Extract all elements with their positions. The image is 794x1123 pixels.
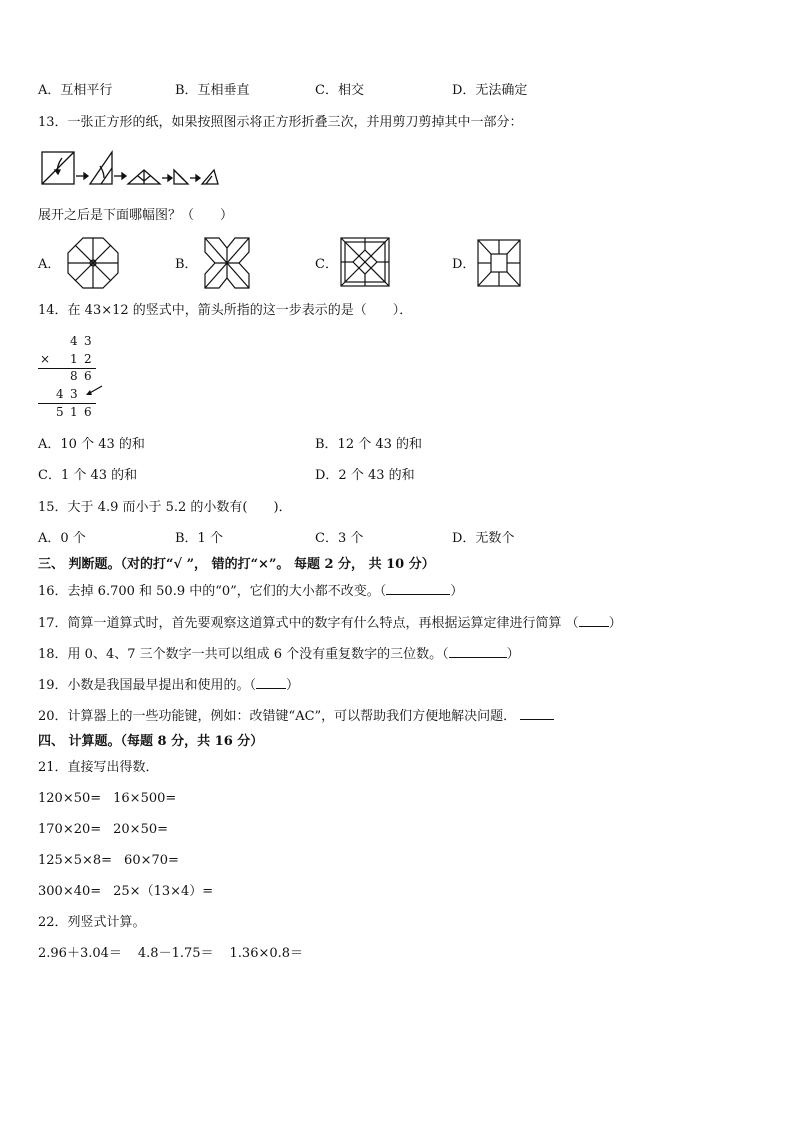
q19-close: ） [286, 678, 300, 693]
q17-text: 17．简算一道算式时，首先要观察这道算式中的数字有什么特点，再根据运算定律进行简算 （ [38, 616, 579, 631]
q21-row-1 [38, 790, 176, 808]
q13-option-c-figure [339, 236, 391, 288]
q16-close: ） [450, 584, 464, 599]
q13-label-a: A． [38, 257, 61, 272]
digit: 4 [70, 334, 78, 348]
answer-blank[interactable] [579, 614, 609, 627]
digit: 5 [56, 405, 64, 419]
q14-option-c: C．1 个 43 的和 [38, 468, 138, 483]
q19 [38, 676, 299, 695]
q12-option-c: C．相交 [315, 83, 364, 98]
folding-steps-figure [38, 148, 223, 190]
q21-item: 125×5×8= [38, 853, 113, 868]
q21-row-3 [38, 852, 179, 870]
digit: 3 [70, 387, 78, 401]
q20-text: 20．计算器上的一些功能键，例如：改错键“AC”，可以帮助我们方便地解决问题． [38, 709, 517, 724]
digit: 8 [70, 369, 78, 383]
q13-option-a-figure [66, 236, 120, 290]
q22-item: 1.36×0.8＝ [229, 946, 304, 961]
q13-option-d-figure [476, 238, 522, 288]
q22-item: 2.96＋3.04＝ [38, 946, 122, 961]
q18-close: ） [506, 647, 520, 662]
q18 [38, 645, 520, 664]
q15-stem: 15．大于 4.9 而小于 5.2 的小数有( )． [38, 500, 292, 515]
q15-option-d: D．无数个 [452, 531, 515, 546]
digit: 1 [70, 405, 78, 419]
q21-item: 25×（13×4）= [113, 884, 214, 899]
digit: 6 [84, 369, 92, 383]
times-sign: × [40, 352, 51, 366]
q21-item: 60×70= [124, 853, 179, 868]
digit: 4 [56, 387, 64, 401]
pointer-arrow-icon [84, 384, 104, 398]
section-3-heading: 三、 判断题。（对的打“√ ”， 错的打“×”。 每题 2 分， 共 10 分） [38, 557, 435, 572]
q21-row-4 [38, 883, 213, 901]
q14-stem: 14．在 43×12 的竖式中，箭头所指的这一步表示的是（ ）． [38, 303, 413, 318]
answer-blank[interactable] [256, 676, 286, 689]
q13-option-b-figure [203, 236, 251, 290]
q22-items [38, 945, 303, 963]
q13-label-c: C． [315, 257, 338, 272]
q15-option-b: B．1 个 [175, 531, 223, 546]
q13-label-d: D． [452, 257, 476, 272]
q13-question: 展开之后是下面哪幅图？（ ） [38, 208, 234, 223]
digit: 2 [84, 352, 92, 366]
q21-item: 120×50= [38, 791, 102, 806]
q12-option-a: A．互相平行 [38, 83, 113, 98]
answer-blank[interactable] [449, 645, 507, 658]
q19-text: 19．小数是我国最早提出和使用的。（ [38, 678, 257, 693]
q21-item: 300×40= [38, 884, 102, 899]
answer-blank[interactable] [386, 582, 450, 595]
q13-stem: 13．一张正方形的纸，如果按照图示将正方形折叠三次，并用剪刀剪掉其中一部分： [38, 115, 523, 130]
q21-item: 170×20= [38, 822, 102, 837]
divider [38, 403, 96, 404]
q21-stem: 21．直接写出得数． [38, 760, 159, 775]
digit: 3 [84, 334, 92, 348]
q21-row-2 [38, 821, 168, 839]
digit: 6 [84, 405, 92, 419]
q16 [38, 582, 463, 601]
q18-text: 18．用 0、4、7 三个数字一共可以组成 6 个没有重复数字的三位数。（ [38, 647, 449, 662]
q14-option-a: A．10 个 43 的和 [38, 437, 145, 452]
q12-option-b: B．互相垂直 [175, 83, 250, 98]
q21-item: 20×50= [113, 822, 169, 837]
q15-option-c: C．3 个 [315, 531, 364, 546]
q12-option-d: D．无法确定 [452, 83, 528, 98]
q17 [38, 614, 622, 633]
q17-close: ） [608, 616, 622, 631]
q22-item: 4.8－1.75＝ [137, 946, 214, 961]
q22-stem: 22．列竖式计算。 [38, 915, 146, 930]
q14-option-d: D．2 个 43 的和 [315, 468, 415, 483]
q13-label-b: B． [175, 257, 198, 272]
digit: 1 [70, 352, 78, 366]
q14-option-b: B．12 个 43 的和 [315, 437, 423, 452]
q15-option-a: A．0 个 [38, 531, 86, 546]
answer-blank[interactable] [520, 707, 554, 720]
q14-vertical-multiplication [38, 334, 108, 420]
q21-item: 16×500= [113, 791, 177, 806]
q20 [38, 707, 554, 726]
section-4-heading: 四、 计算题。（每题 8 分，共 16 分） [38, 734, 264, 749]
q16-text: 16．去掉 6.700 和 50.9 中的“0”，它们的大小都不改变。（ [38, 584, 387, 599]
